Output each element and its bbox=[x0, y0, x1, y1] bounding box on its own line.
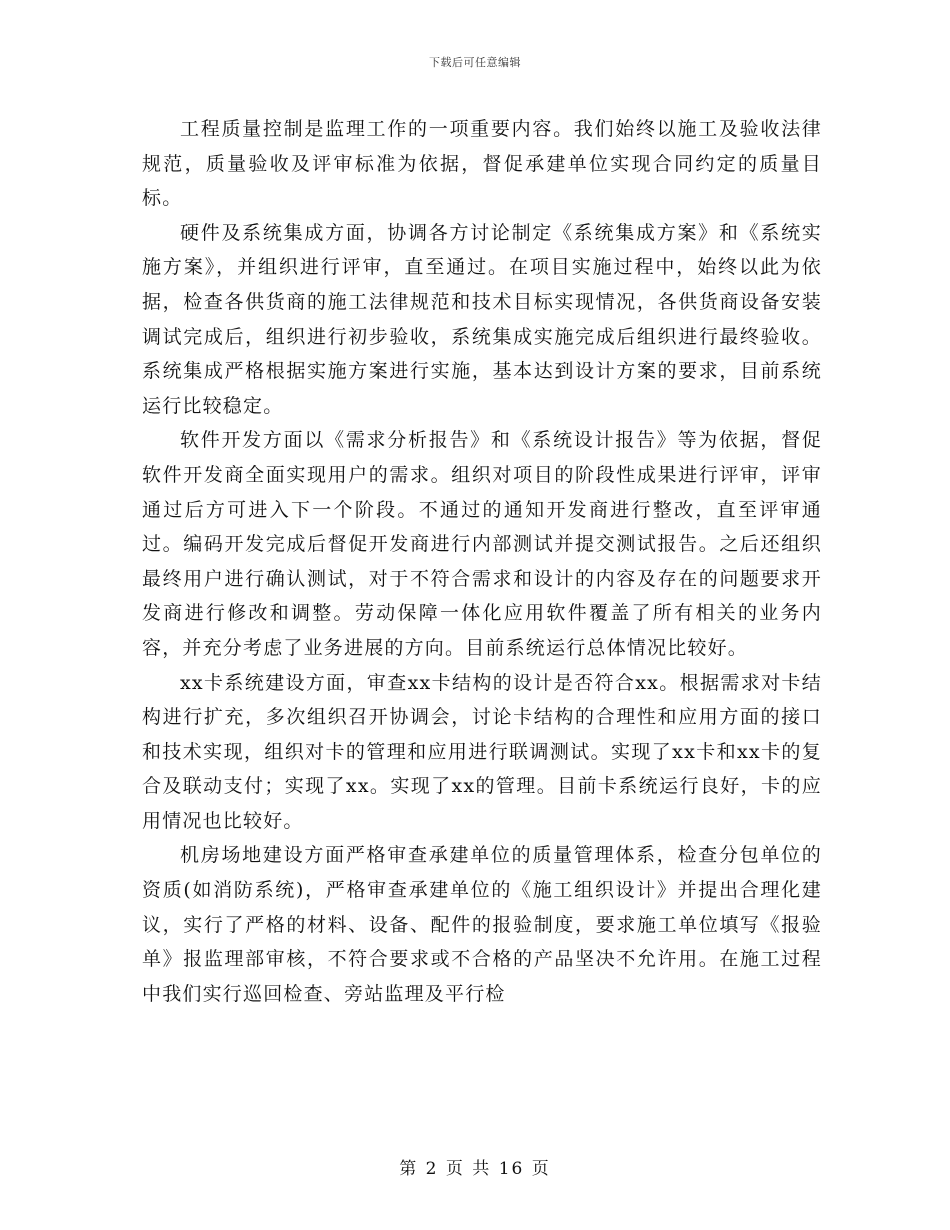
paragraph-card-system: xx卡系统建设方面，审查xx卡结构的设计是否符合xx。根据需求对卡结构进行扩充，多次组织召开协调会，讨论卡结构的合理性和应用方面的接口和技术实现，组织对卡的管理和应用进行联调测试。实现了xx卡和xx卡的复合及联动支付；实现了xx。实现了xx的管理。目前卡系统运行良好，卡的应用情况也比较好。 bbox=[142, 671, 822, 832]
page-number-footer: 第 2 页 共 16 页 bbox=[399, 1159, 551, 1179]
paragraph-machine-room: 机房场地建设方面严格审查承建单位的质量管理体系，检查分包单位的资质(如消防系统)，严格审查承建单位的《施工组织设计》并提出合理化建议，实行了严格的材料、设备、配件的报验制度，要求施工单位填写《报验单》报监理部审核，不符合要求或不合格的产品坚决不允许用。在施工过程中我们实行巡回检查、旁站监理及平行检 bbox=[142, 844, 822, 1005]
header-note: 下载后可任意编辑 bbox=[429, 56, 521, 69]
paragraph-software-development: 软件开发方面以《需求分析报告》和《系统设计报告》等为依据，督促软件开发商全面实现用户的需求。组织对项目的阶段性成果进行评审，评审通过后方可进入下一个阶段。不通过的通知开发商进行整改，直至评审通过。编码开发完成后督促开发商进行内部测试并提交测试报告。之后还组织最终用户进行确认测试，对于不符合需求和设计的内容及存在的问题要求开发商进行修改和调整。劳动保障一体化应用软件覆盖了所有相关的业务内容，并充分考虑了业务进展的方向。目前系统运行总体情况比较好。 bbox=[142, 429, 822, 659]
document-body bbox=[142, 112, 822, 1011]
paragraph-hardware-integration: 硬件及系统集成方面，协调各方讨论制定《系统集成方案》和《系统实施方案》，并组织进行评审，直至通过。在项目实施过程中，始终以此为依据，检查各供货商的施工法律规范和技术目标实现情况，各供货商设备安装调试完成后，组织进行初步验收，系统集成实施完成后组织进行最终验收。系统集成严格根据实施方案进行实施，基本达到设计方案的要求，目前系统运行比较稳定。 bbox=[142, 221, 822, 417]
paragraph-quality-control: 工程质量控制是监理工作的一项重要内容。我们始终以施工及验收法律规范，质量验收及评审标准为依据，督促承建单位实现合同约定的质量目标。 bbox=[142, 118, 822, 210]
